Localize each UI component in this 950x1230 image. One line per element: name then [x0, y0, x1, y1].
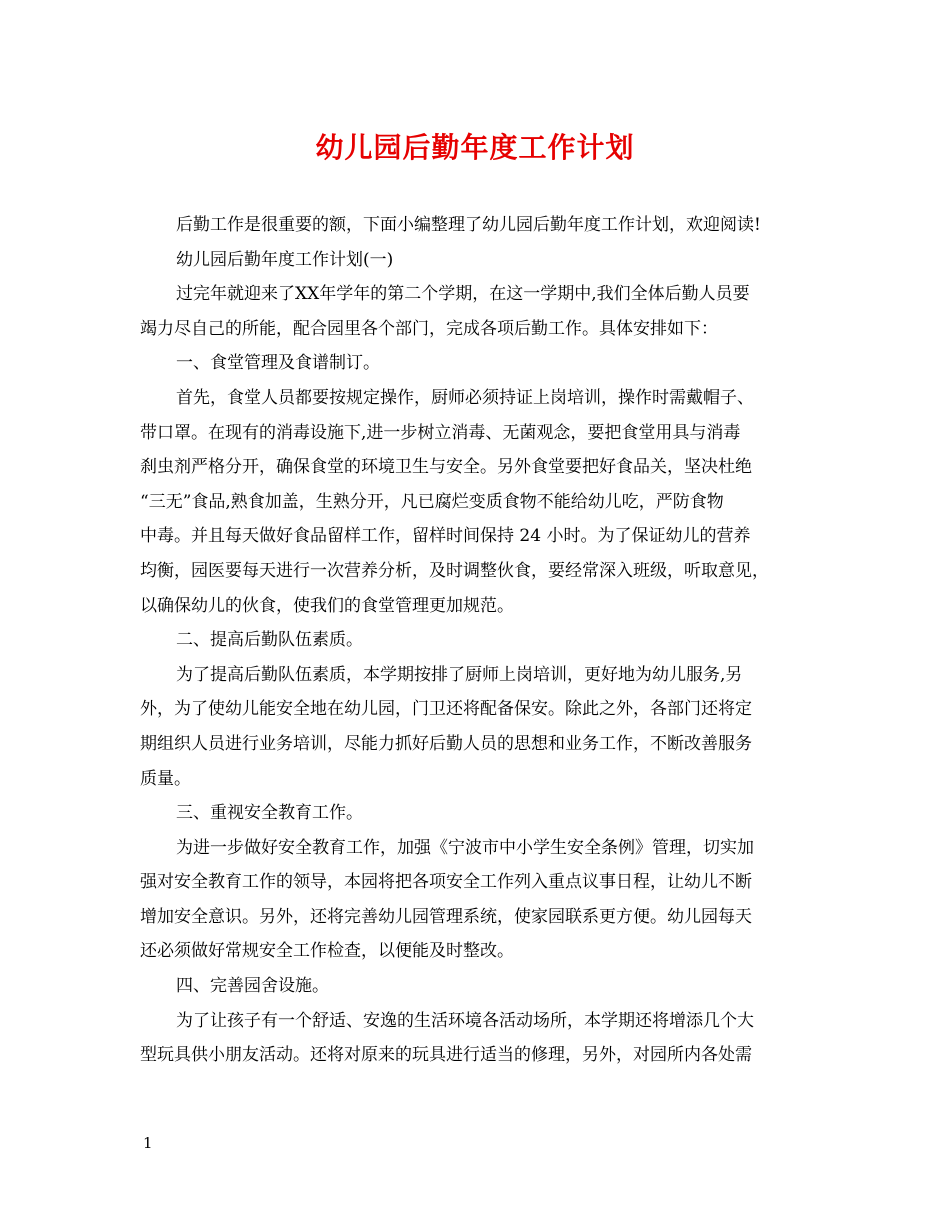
- body-line: 质量。: [140, 768, 191, 789]
- body-line: 中毒。并且每天做好食品留样工作，留样时间保持 24 小时。为了保证幼儿的营养: [140, 526, 751, 547]
- section-heading: 三、重视安全教育工作。: [176, 803, 363, 824]
- body-line: 强对安全教育工作的领导，本园将把各项安全工作列入重点议事日程，让幼儿不断: [140, 872, 752, 893]
- body-line: 首先，食堂人员都要按规定操作，厨师必须持证上岗培训，操作时需戴帽子、: [176, 387, 754, 408]
- document-body: [140, 208, 816, 1073]
- body-line: 均衡，园医要每天进行一次营养分析，及时调整伙食，要经常深入班级，听取意见，: [140, 560, 769, 581]
- body-line: 幼儿园后勤年度工作计划(一): [176, 249, 394, 270]
- body-line: 增加安全意识。另外，还将完善幼儿园管理系统，使家园联系更方便。幼儿园每天: [140, 906, 752, 927]
- body-line: 期组织人员进行业务培训，尽能力抓好后勤人员的思想和业务工作，不断改善服务: [140, 733, 752, 754]
- body-line: 为了提高后勤队伍素质，本学期按排了厨师上岗培训，更好地为幼儿服务,另: [176, 664, 743, 685]
- body-line: 以确保幼儿的伙食，使我们的食堂管理更加规范。: [140, 595, 514, 616]
- body-line: 后勤工作是很重要的额，下面小编整理了幼儿园后勤年度工作计划，欢迎阅读!: [176, 215, 761, 235]
- body-line: 刹虫剂严格分开，确保食堂的环境卫生与安全。另外食堂要把好食品关，坚决杜绝: [140, 457, 752, 478]
- body-line: 型玩具供小朋友活动。还将对原来的玩具进行适当的修理，另外，对园所内各处需: [140, 1045, 752, 1066]
- body-line: “三无”食品,熟食加盖，生熟分开，凡已腐烂变质食物不能给幼儿吃，严防食物: [140, 491, 724, 512]
- page-number: 1: [143, 1134, 153, 1152]
- body-line: 竭力尽自己的所能，配合园里各个部门，完成各项后勤工作。具体安排如下：: [140, 318, 718, 339]
- body-line: 为了让孩子有一个舒适、安逸的生活环境各活动场所，本学期还将增添几个大: [176, 1010, 754, 1031]
- body-line: 外，为了使幼儿能安全地在幼儿园，门卫还将配备保安。除此之外，各部门还将定: [140, 699, 752, 720]
- document-title: 幼儿园后勤年度工作计划: [315, 131, 635, 164]
- body-line: 过完年就迎来了XX年学年的第二个学期，在这一学期中,我们全体后勤人员要: [176, 284, 750, 305]
- section-heading: 四、完善园舍设施。: [176, 976, 329, 997]
- section-heading: 一、食堂管理及食谱制订。: [176, 353, 380, 374]
- body-line: 为进一步做好安全教育工作，加强《宁波市中小学生安全条例》管理，切实加: [176, 837, 754, 858]
- body-line: 带口罩。在现有的消毒设施下,进一步树立消毒、无菌观念，要把食堂用具与消毒: [140, 422, 741, 443]
- body-line: 还必须做好常规安全工作检查，以便能及时整改。: [140, 941, 514, 962]
- section-heading: 二、提高后勤队伍素质。: [176, 630, 363, 651]
